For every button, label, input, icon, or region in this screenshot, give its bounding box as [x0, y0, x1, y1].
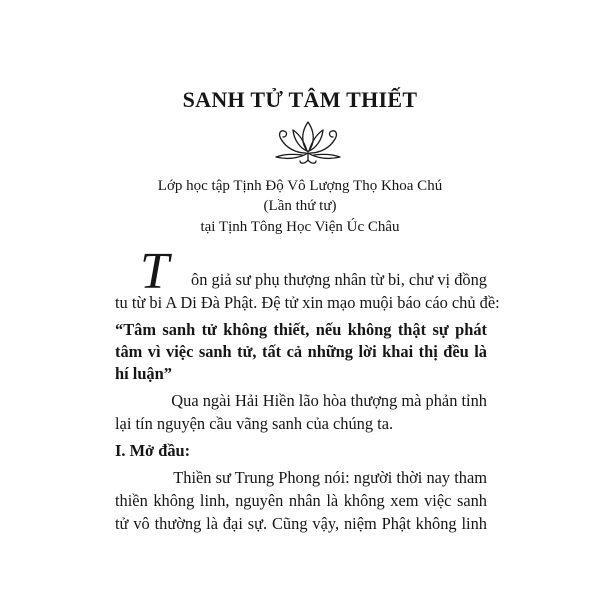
quote-line-2: tâm vì việc sanh tử, tất cả những lời khai thị đều là	[115, 342, 487, 361]
subtitle-session: (Lần thứ tư)	[263, 198, 337, 214]
section-heading: I. Mở đầu:	[115, 441, 191, 460]
page-title: SANH TỬ TÂM THIẾT	[182, 87, 418, 112]
quote-line-3: hí luận”	[115, 364, 172, 383]
lotus-ornament-icon	[270, 120, 346, 166]
paragraph-2-line-1: Qua ngài Hải Hiền lão hòa thượng mà phản tỉnh	[171, 391, 487, 410]
paragraph-2-line-2: lại tín nguyện cầu vãng sanh của chúng ta.	[115, 414, 394, 433]
paragraph-3-line-1: Thiền sư Trung Phong nói: người thời nay tham	[173, 468, 487, 487]
paragraph-3-line-2: thiền không linh, nguyên nhân là không xem việc sanh	[115, 491, 487, 510]
drop-cap: T	[140, 243, 169, 300]
paragraph-3-line-3: tử vô thường là đại sự. Cũng vậy, niệm Phật không linh	[115, 514, 487, 533]
subtitle-class-name: Lớp học tập Tịnh Độ Vô Lượng Thọ Khoa Chú	[157, 178, 443, 194]
paragraph-1-line-1: ôn giả sư phụ thượng nhân từ bi, chư vị đồng	[191, 270, 487, 289]
subtitle-location: tại Tịnh Tông Học Viện Úc Châu	[200, 219, 400, 235]
quote-line-1: “Tâm sanh tử không thiết, nếu không thật sự phát	[115, 320, 487, 339]
paragraph-1-line-2: tu từ bi A Di Đà Phật. Đệ tử xin mạo muội báo cáo chủ đề:	[115, 293, 500, 312]
